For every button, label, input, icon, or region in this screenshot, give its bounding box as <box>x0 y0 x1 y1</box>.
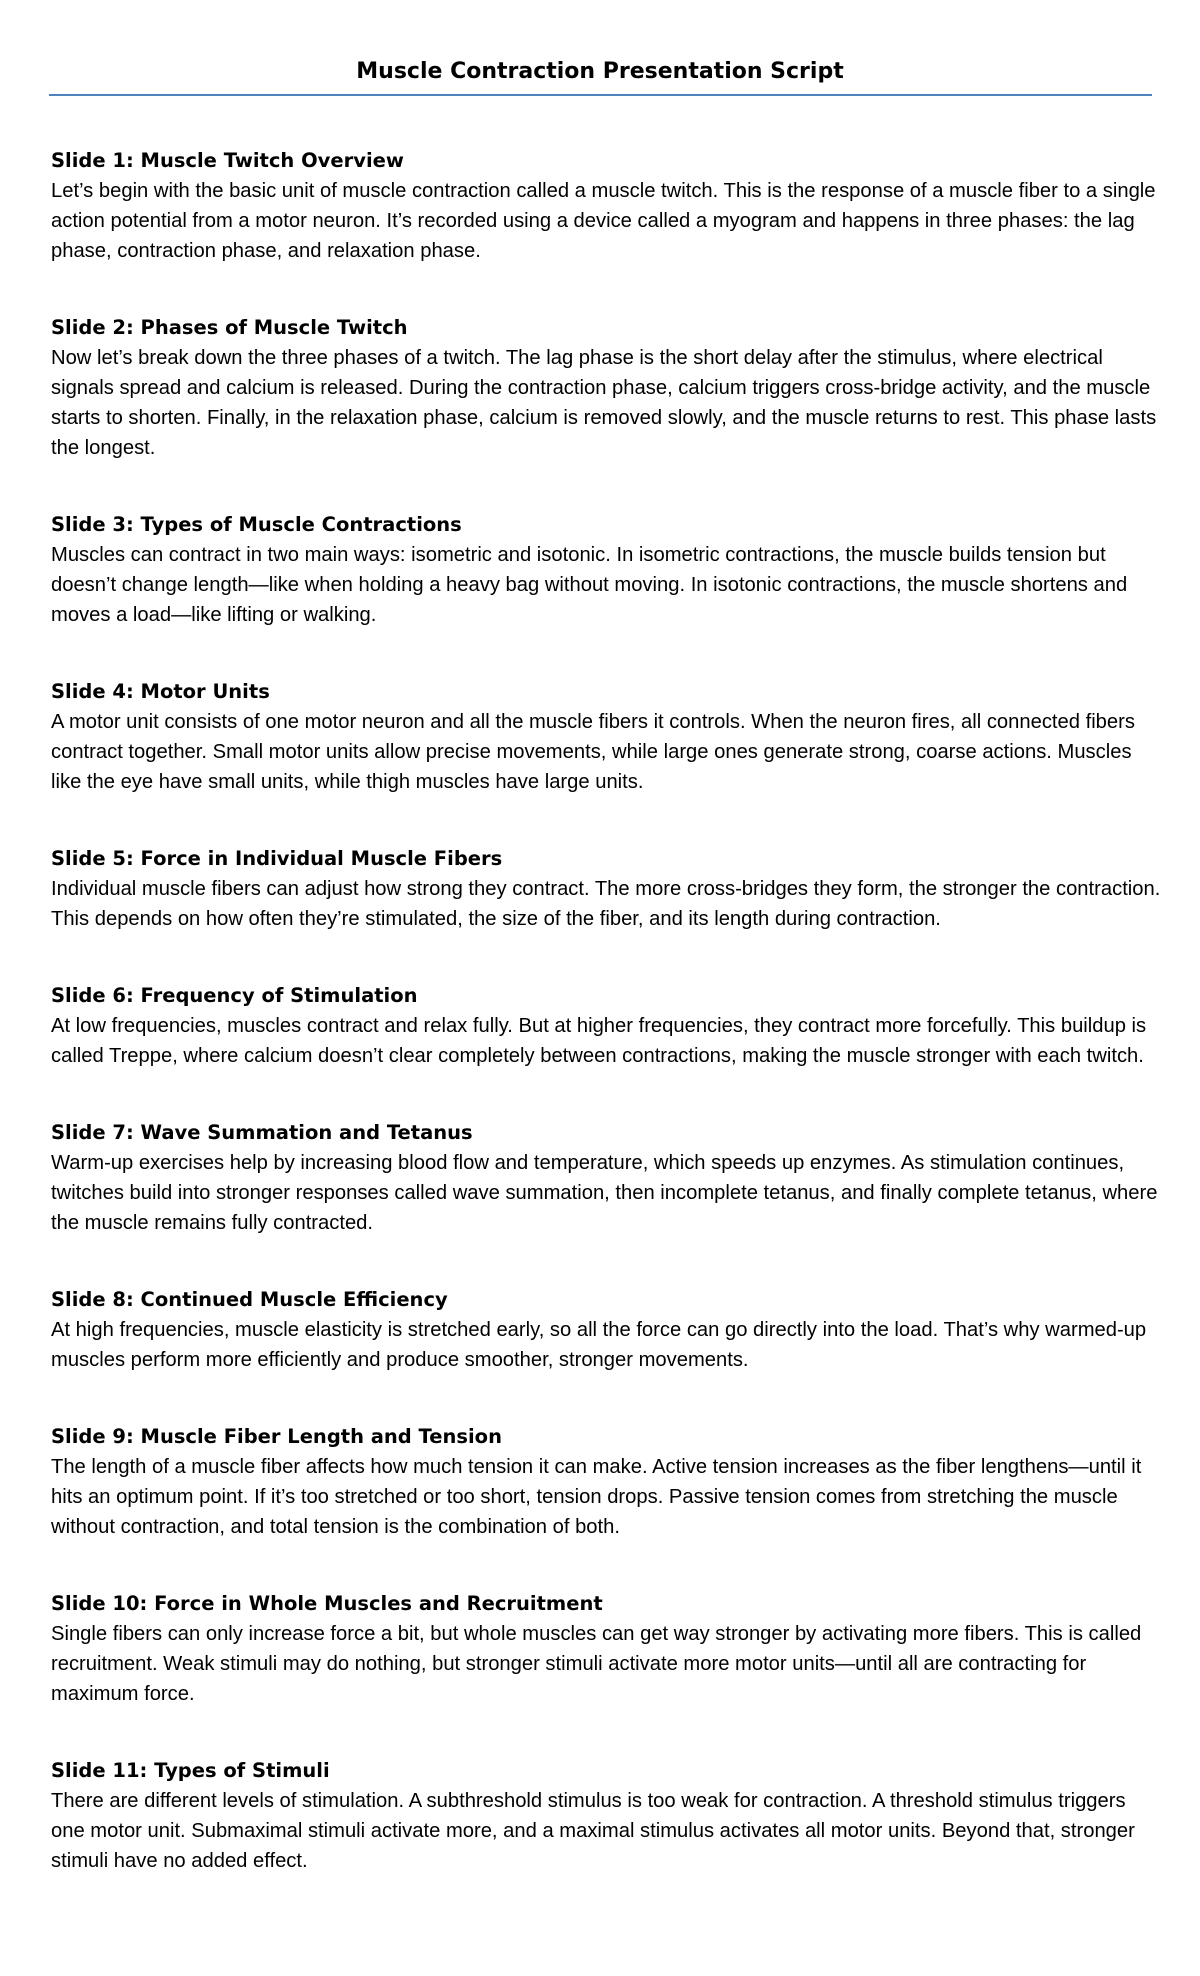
slide-body-text: Individual muscle fibers can adjust how strong they contract. The more cross-bridges they form, the stronger the contraction. This depends on how often they’re stimulated, the size of the fiber, and its length during contraction. <box>51 878 1161 930</box>
slide-section-9 <box>51 1422 1161 1542</box>
slide-body-text: At high frequencies, muscle elasticity is stretched early, so all the force can go directly into the load. That’s why warmed-up muscles perform more efficiently and produce smoother, stronger movements. <box>51 1319 1147 1371</box>
slide-section-7 <box>51 1118 1161 1238</box>
slide-body-text: Warm-up exercises help by increasing blood flow and temperature, which speeds up enzymes. As stimulation continues, twitches build into stronger responses called wave summation, then incomplete tetanus, and finally complete tetanus, where the muscle remains fully contracted. <box>51 1152 1158 1234</box>
slide-section-5 <box>51 844 1161 934</box>
slide-body-text: The length of a muscle fiber affects how much tension it can make. Active tension increases as the fiber lengthens—until it hits an optimum point. If it’s too stretched or too short, tension drops. Passive tension comes from stretching the muscle without contraction, and total tension is the combination of both. <box>51 1456 1142 1538</box>
slide-section-11 <box>51 1756 1161 1876</box>
slide-heading: Slide 4: Motor Units <box>51 680 270 703</box>
document-title: Muscle Contraction Presentation Script <box>356 59 844 84</box>
slide-section-6 <box>51 981 1161 1071</box>
slide-list <box>51 146 1161 1923</box>
slide-heading: Slide 1: Muscle Twitch Overview <box>51 149 404 172</box>
slide-heading: Slide 10: Force in Whole Muscles and Recruitment <box>51 1592 603 1615</box>
slide-body-text: Single fibers can only increase force a bit, but whole muscles can get way stronger by activating more fibers. This is called recruitment. Weak stimuli may do nothing, but stronger stimuli activate more motor units—until all are contracting for maximum force. <box>51 1623 1142 1705</box>
slide-section-4 <box>51 677 1161 797</box>
slide-heading: Slide 8: Continued Muscle Efficiency <box>51 1288 448 1311</box>
slide-section-3 <box>51 510 1161 630</box>
slide-body-text: There are different levels of stimulation. A subthreshold stimulus is too weak for contraction. A threshold stimulus triggers one motor unit. Submaximal stimuli activate more, and a maximal stimulus activates all motor units. Beyond that, stronger stimuli have no added effect. <box>51 1790 1135 1872</box>
slide-section-8 <box>51 1285 1161 1375</box>
slide-body-text: Muscles can contract in two main ways: isometric and isotonic. In isometric contractions, the muscle builds tension but doesn’t change length—like when holding a heavy bag without moving. In isotonic contractions, the muscle shortens and moves a load—like lifting or walking. <box>51 544 1128 626</box>
slide-body-text: At low frequencies, muscles contract and relax fully. But at higher frequencies, they contract more forcefully. This buildup is called Treppe, where calcium doesn’t clear completely between contractions, making the muscle stronger with each twitch. <box>51 1015 1147 1067</box>
slide-heading: Slide 9: Muscle Fiber Length and Tension <box>51 1425 502 1448</box>
title-underline-rule <box>49 94 1152 96</box>
slide-heading: Slide 7: Wave Summation and Tetanus <box>51 1121 473 1144</box>
slide-body-text: A motor unit consists of one motor neuron and all the muscle fibers it controls. When the neuron fires, all connected fibers contract together. Small motor units allow precise movements, while large ones generate strong, coarse actions. Muscles like the eye have small units, while thigh muscles have large units. <box>51 711 1135 793</box>
slide-section-10 <box>51 1589 1161 1709</box>
slide-heading: Slide 2: Phases of Muscle Twitch <box>51 316 408 339</box>
slide-heading: Slide 3: Types of Muscle Contractions <box>51 513 462 536</box>
slide-heading: Slide 6: Frequency of Stimulation <box>51 984 418 1007</box>
slide-body-text: Let’s begin with the basic unit of muscle contraction called a muscle twitch. This is the response of a muscle fiber to a single action potential from a motor neuron. It’s recorded using a device called a myogram and happens in three phases: the lag phase, contraction phase, and relaxation phase. <box>51 180 1156 262</box>
slide-body-text: Now let’s break down the three phases of a twitch. The lag phase is the short delay after the stimulus, where electrical signals spread and calcium is released. During the contraction phase, calcium triggers cross-bridge activity, and the muscle starts to shorten. Finally, in the relaxation phase, calcium is removed slowly, and the muscle returns to rest. This phase lasts the longest. <box>51 347 1157 459</box>
slide-section-2 <box>51 313 1161 463</box>
slide-heading: Slide 11: Types of Stimuli <box>51 1759 330 1782</box>
slide-heading: Slide 5: Force in Individual Muscle Fibers <box>51 847 503 870</box>
slide-section-1 <box>51 146 1161 266</box>
